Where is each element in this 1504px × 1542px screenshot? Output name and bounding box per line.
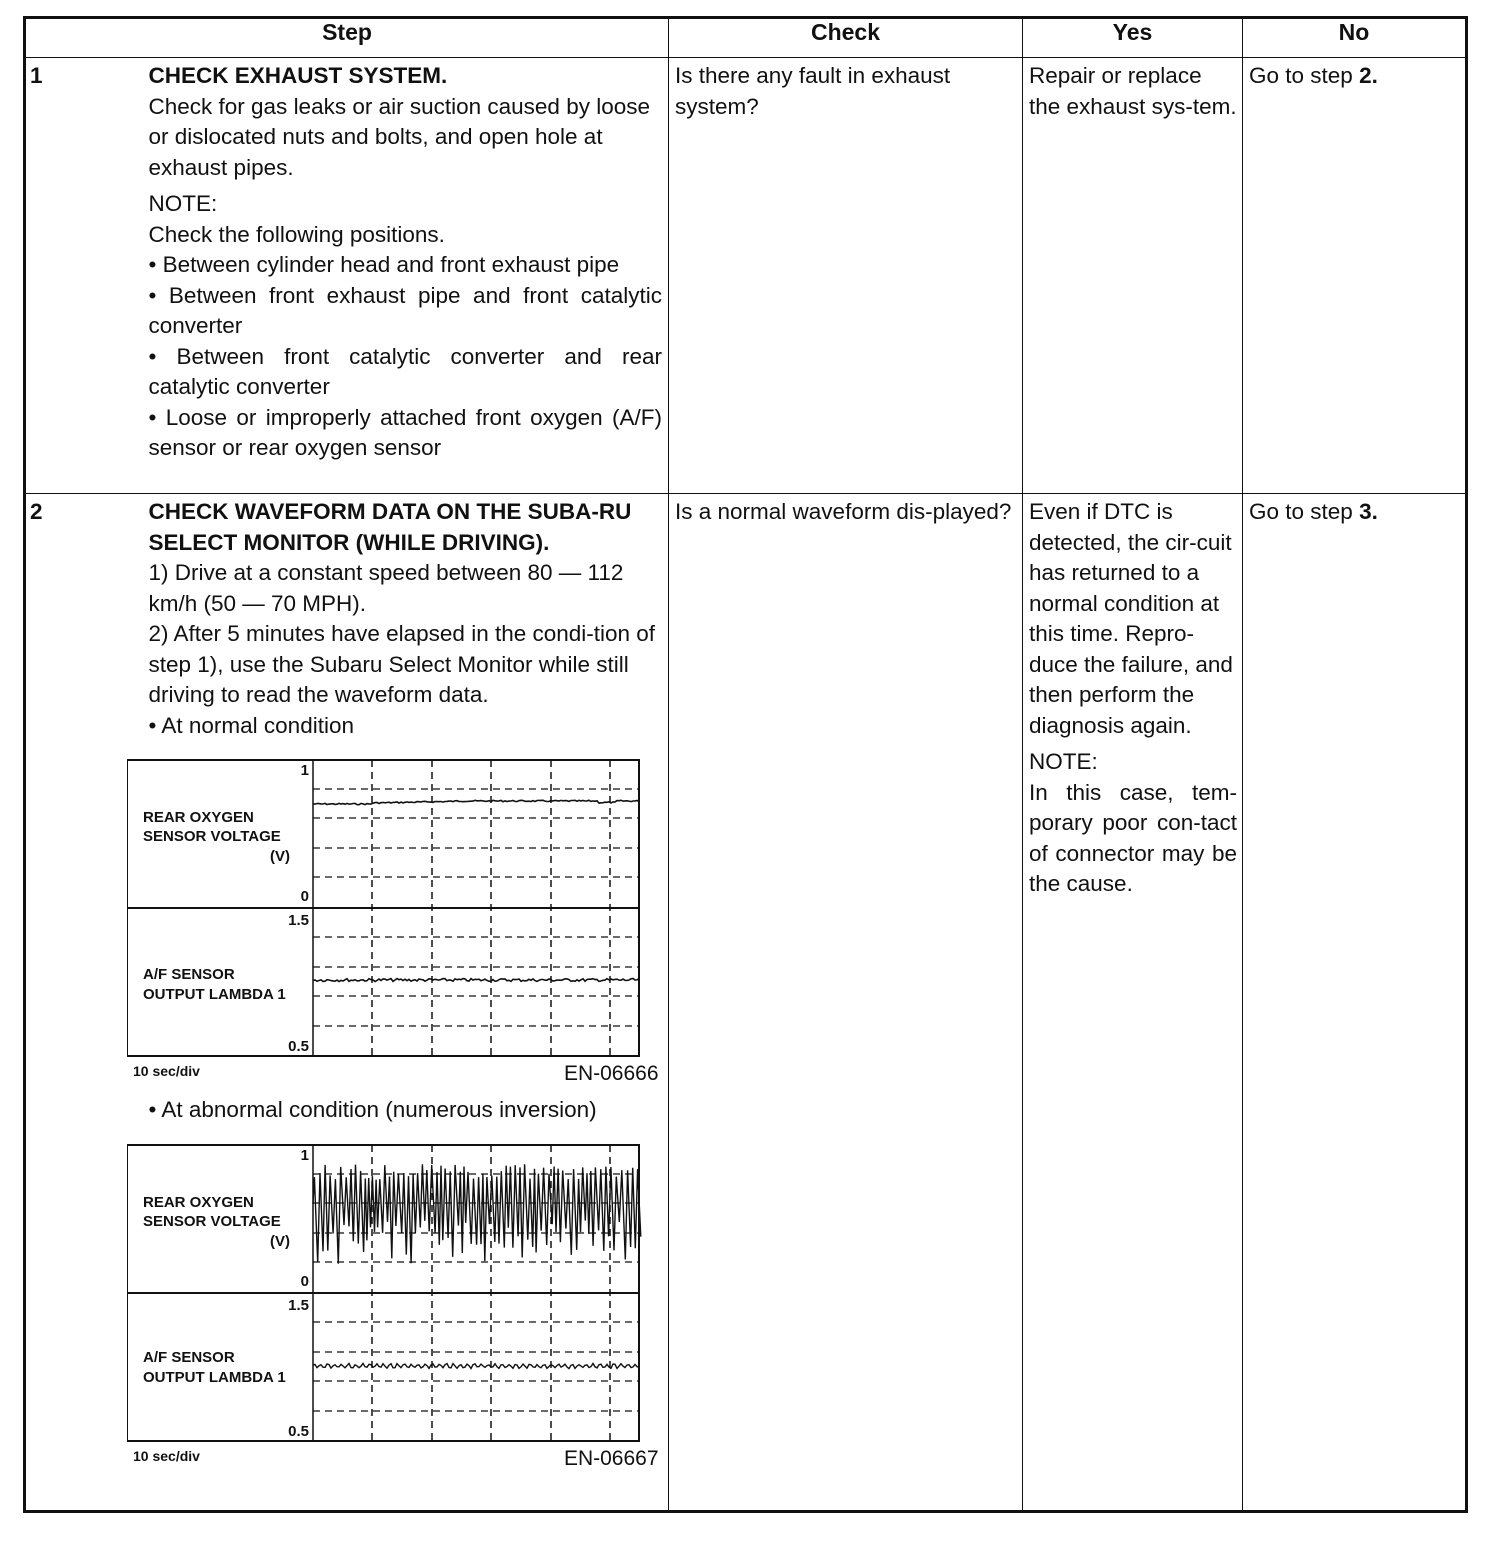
step-title: CHECK EXHAUST SYSTEM. — [148, 63, 448, 88]
upper-min: 0 — [300, 888, 309, 905]
check-question: Is a normal waveform dis-played? — [669, 494, 1023, 1512]
figure-id: EN-06666 — [563, 1062, 659, 1085]
header-yes: Yes — [1023, 18, 1243, 58]
header-no: No — [1243, 18, 1467, 58]
no-step-ref: 3. — [1359, 499, 1378, 524]
step-row-2 — [25, 494, 1467, 1512]
af-lambda-trace — [313, 1363, 639, 1368]
yes-note: In this case, tem-porary poor con-tact of connector may be the cause. — [1029, 779, 1237, 896]
step-number: 1 — [25, 58, 147, 494]
upper-label-unit: (V) — [269, 1232, 290, 1250]
yes-action — [1023, 494, 1243, 1512]
lower-min: 0.5 — [287, 1038, 309, 1055]
lower-label-line1: A/F SENSOR — [142, 966, 235, 983]
header-step: Step — [25, 18, 669, 58]
step-title: CHECK WAVEFORM DATA ON THE SUBA-RU SELECT MONITOR (WHILE DRIVING). — [148, 499, 632, 555]
upper-label-line2: SENSOR VOLTAGE — [142, 1212, 281, 1230]
header-row — [25, 18, 1467, 58]
upper-label-line1: REAR OXYGEN — [142, 1193, 254, 1211]
bullet-normal: • At normal condition — [148, 712, 354, 738]
waveform-figure-abnormal — [127, 1144, 659, 1470]
step-number: 2 — [25, 494, 147, 1512]
procedure-step: 1) Drive at a constant speed between 80 — 112 km/h (50 — 70 MPH). — [148, 560, 624, 616]
step-body: Check for gas leaks or air suction caused by loose or dislocated nuts and bolts, and open hole at exhaust pipes. — [148, 93, 651, 180]
lower-min: 0.5 — [287, 1422, 309, 1440]
upper-label-unit: (V) — [269, 848, 290, 865]
no-action — [1243, 58, 1467, 494]
no-step-ref: 2. — [1359, 63, 1378, 88]
upper-min: 0 — [300, 1272, 309, 1290]
no-text: Go to step — [1249, 499, 1360, 524]
upper-max: 1 — [300, 1146, 309, 1164]
header-check: Check — [669, 18, 1023, 58]
rear-o2-voltage-trace — [313, 1164, 641, 1263]
note-item: • Loose or improperly attached front oxygen (A/F) sensor or rear oxygen sensor — [148, 404, 662, 460]
no-text: Go to step — [1249, 63, 1360, 88]
af-lambda-trace — [313, 979, 639, 982]
yes-note-label: NOTE: — [1029, 749, 1098, 774]
note-intro: Check the following positions. — [148, 221, 445, 247]
timebase-label: 10 sec/div — [132, 1447, 200, 1464]
step-row-1 — [25, 58, 1467, 494]
step-description — [132, 494, 669, 1512]
note-label: NOTE: — [148, 191, 218, 216]
waveform-chart — [127, 759, 659, 1079]
lower-label-line1: A/F SENSOR — [142, 1348, 235, 1366]
bullet-abnormal: • At abnormal condition (numerous inversion) — [148, 1097, 597, 1122]
lower-label-line2: OUTPUT LAMBDA 1 — [142, 986, 286, 1003]
no-action — [1243, 494, 1467, 1512]
note-item: • Between front catalytic converter and rear catalytic converter — [148, 343, 662, 399]
procedure-step: 2) After 5 minutes have elapsed in the condi-tion of step 1), use the Subaru Select Monitor while still driving to read the waveform data. — [148, 621, 656, 707]
waveform-chart — [127, 1144, 659, 1464]
upper-label-line1: REAR OXYGEN — [142, 809, 254, 826]
note-item: • Between front exhaust pipe and front catalytic converter — [148, 282, 662, 338]
yes-text: Even if DTC is detected, the cir-cuit has returned to a normal condition at this time. Repro-duce the failure, and then perform the diagnosis again. — [1029, 499, 1233, 738]
lower-label-line2: OUTPUT LAMBDA 1 — [142, 1368, 286, 1386]
yes-action: Repair or replace the exhaust sys-tem. — [1023, 58, 1243, 494]
waveform-figure-normal — [127, 759, 659, 1085]
lower-max: 1.5 — [287, 1296, 309, 1314]
rear-o2-voltage-trace — [313, 800, 639, 804]
timebase-label: 10 sec/div — [132, 1063, 200, 1079]
note-item: • Between cylinder head and front exhaust pipe — [148, 252, 620, 277]
upper-max: 1 — [300, 762, 309, 779]
figure-id: EN-06667 — [563, 1446, 659, 1470]
check-question: Is there any fault in exhaust system? — [669, 58, 1023, 494]
step-description — [147, 58, 669, 494]
diagnostic-table — [23, 16, 1468, 1513]
lower-max: 1.5 — [287, 912, 309, 929]
upper-label-line2: SENSOR VOLTAGE — [142, 828, 281, 845]
